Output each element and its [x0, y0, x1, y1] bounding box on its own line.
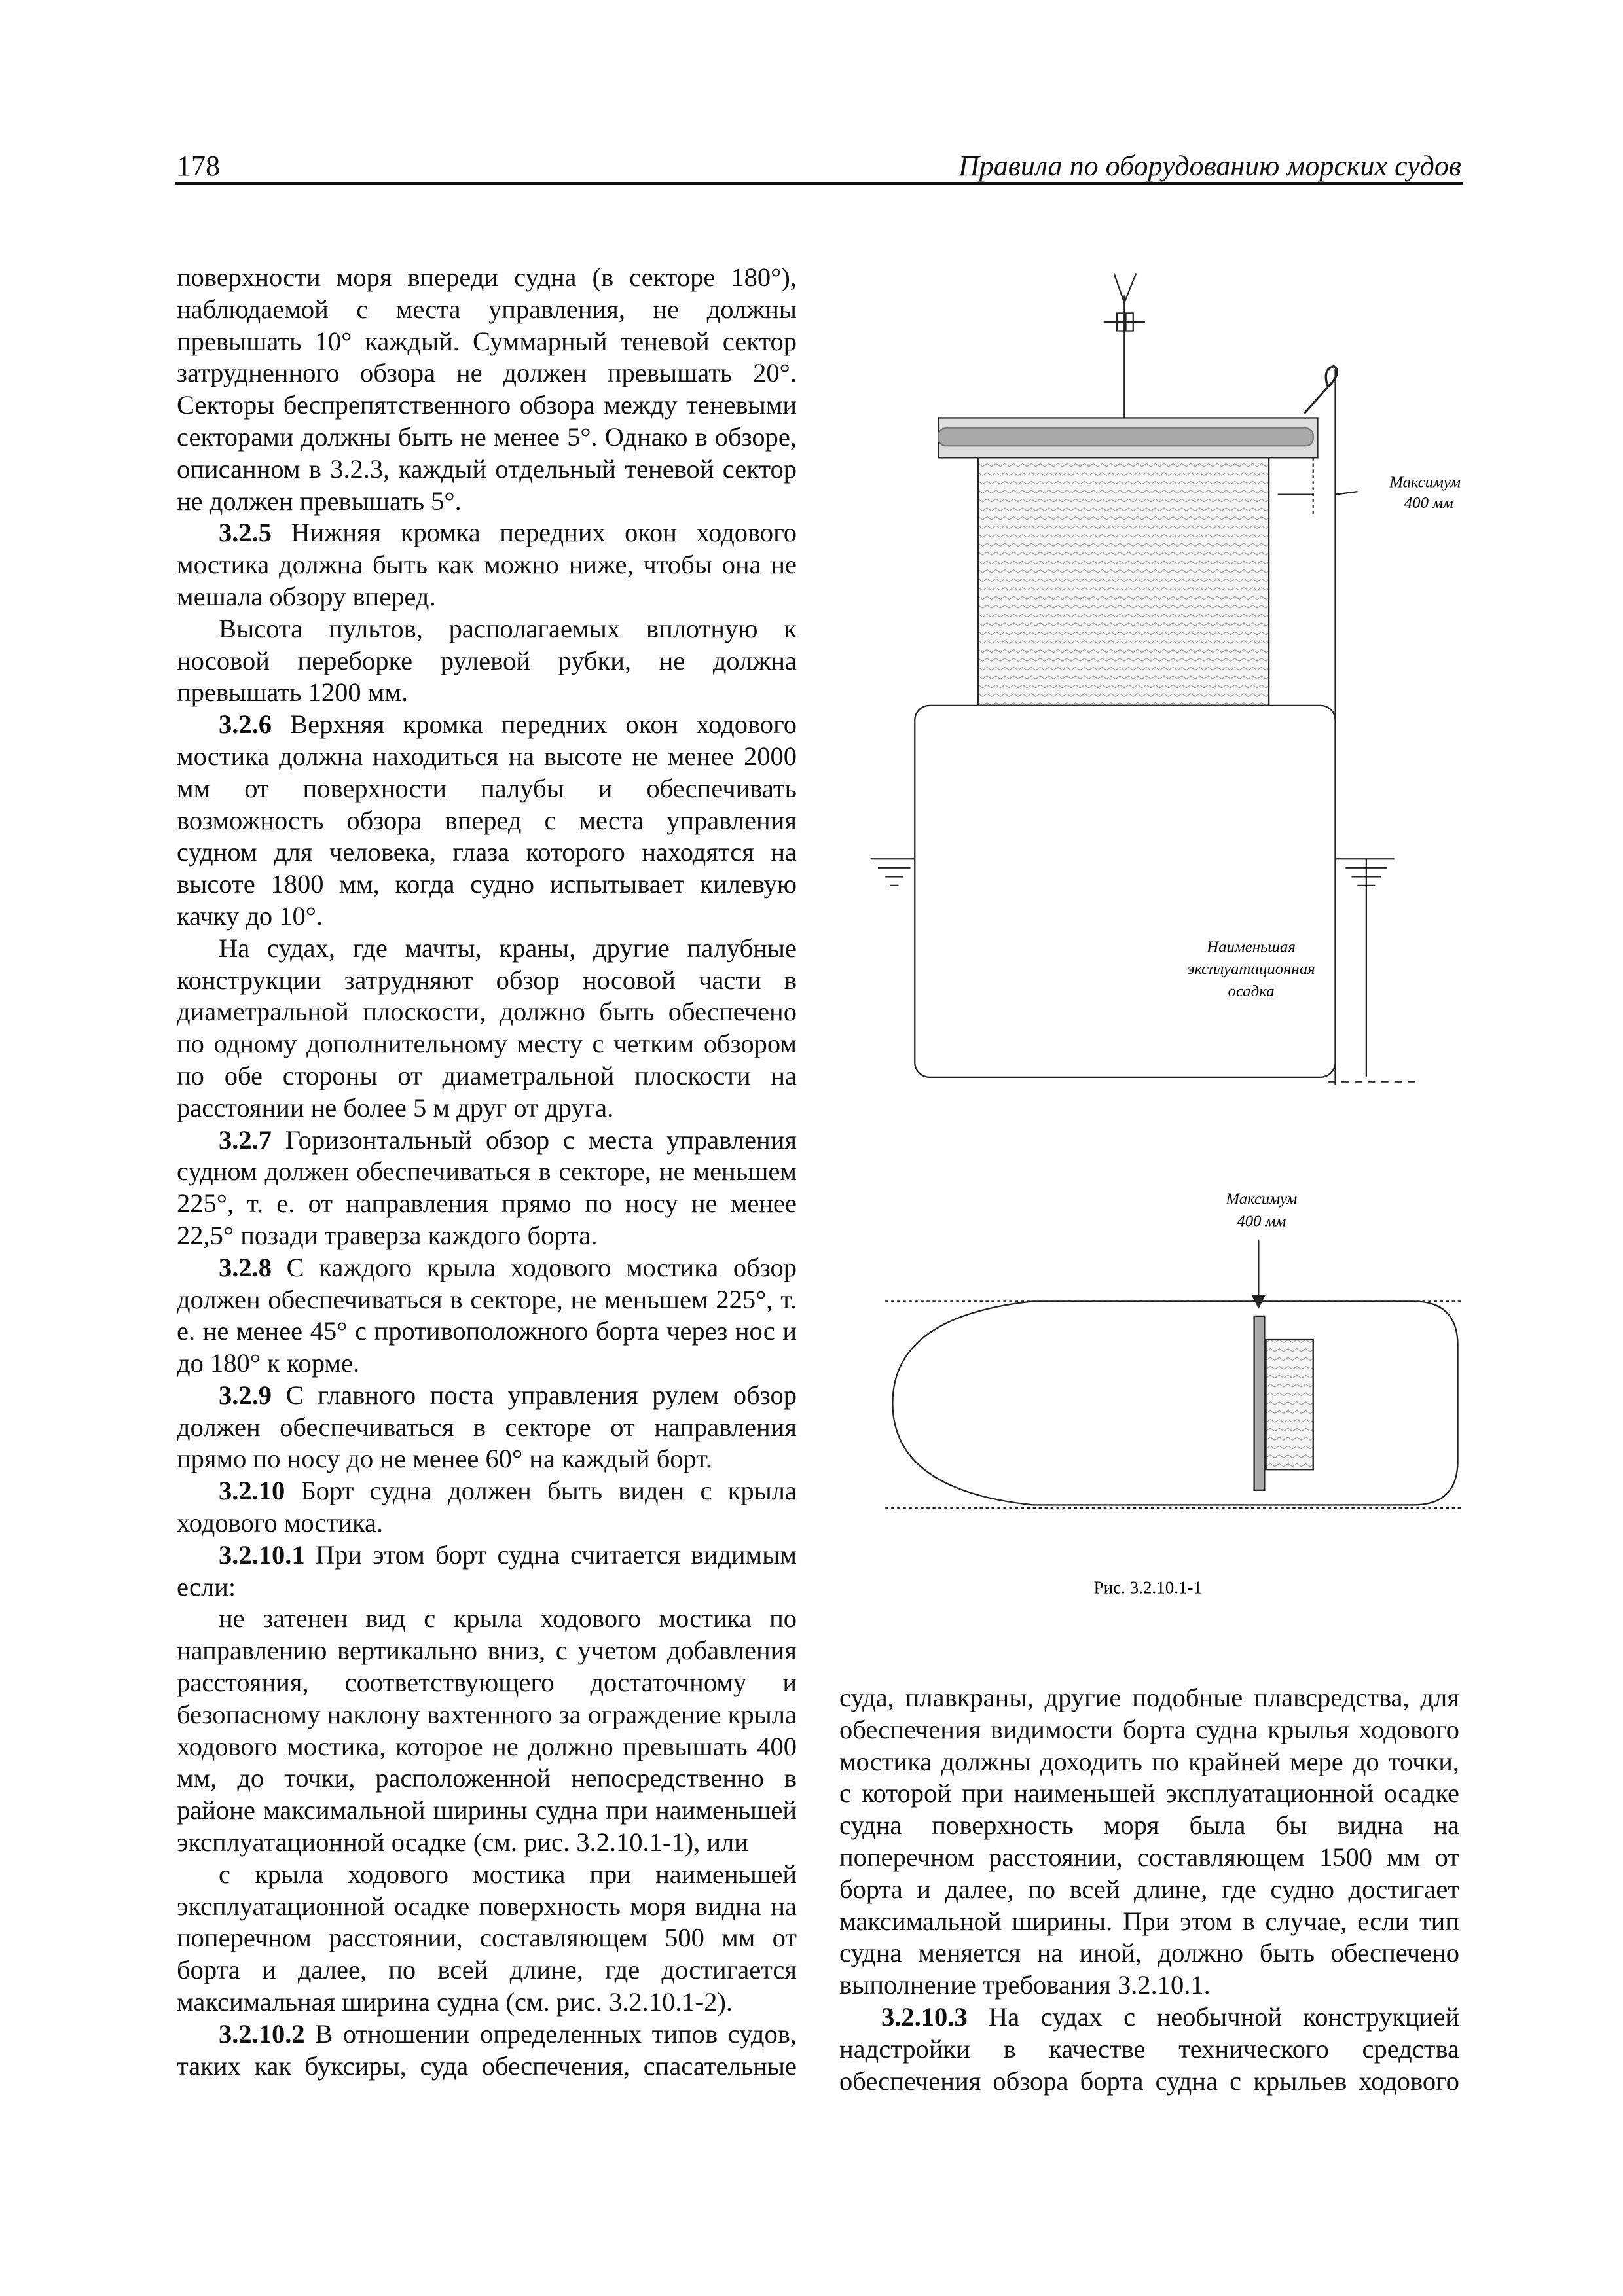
- section-number: 3.2.6: [219, 709, 272, 740]
- wheelhouse-plan: [1266, 1340, 1313, 1469]
- paragraph-text: С главного поста управления рулем обзор должен обеспечиваться в секторе от направления прямо по носу до не менее 60° на каждый борт.: [177, 1380, 797, 1474]
- paragraph-text: При этом борт судна считается видимым если:: [177, 1539, 797, 1602]
- max-label-line1: Максимум: [1389, 473, 1461, 492]
- running-title: Правила по оборудованию морских судов: [958, 150, 1461, 182]
- paragraph-text: В отношении определенных типов судов, таких как буксиры, суда обеспечения, спасательные: [177, 2018, 797, 2081]
- section-number: 3.2.10.3: [881, 2001, 968, 2032]
- paragraph-text: Верхняя кромка передних окон ходового мостика должна находиться на высоте не менее 2000 мм от поверхности палубы и обеспечивать возможность обзора вперед с места управления судном для человека, глаза которого находятся на высоте 1800 мм, когда судно испытывает килевую качку до 10°.: [177, 709, 797, 931]
- paragraph-text: Горизонтальный обзор с места управления судном должен обеспечиваться в секторе, не меньшем 225°, т. е. от направления прямо по носу не менее 22,5° позади траверза каждого борта.: [177, 1124, 797, 1250]
- paragraph-text: с крыла ходового мостика при наименьшей эксплуатационной осадке поверхность моря видна на поперечном расстоянии, составляющем 500 мм от борта и далее, по всей длине, где достигается максимальная ширина судна (см. рис. 3.2.10.1-2).: [177, 1859, 797, 2017]
- waterline-right-icon: [1336, 859, 1395, 1077]
- max-label-line2: 400 мм: [1404, 493, 1453, 512]
- section-number: 3.2.10.1: [219, 1539, 305, 1570]
- draft-label-line3: осадка: [1228, 982, 1275, 1000]
- section-number: 3.2.9: [219, 1380, 272, 1410]
- paragraph-text: суда, плавкраны, другие подобные плавсредства, для обеспечения видимости борта судна крылья ходового мостика должны доходить по крайней мере до точки, с которой при наименьшей эксплуатационной осадке судна поверхность моря была бы видна на поперечном расстоянии, составляющем 1500 мм от борта и далее, по всей длине, где судно достигает максимальной ширины. При этом в случае, если тип судна меняется на иной, должно быть обеспечено выполнение требования 3.2.10.1.: [839, 1683, 1459, 2000]
- draft-label-line2: эксплуатационная: [1187, 960, 1315, 978]
- paragraph-text: Нижняя кромка передних окон ходового мостика должна быть как можно ниже, чтобы она не мешала обзору вперед.: [177, 518, 797, 611]
- section-number: 3.2.7: [219, 1124, 272, 1155]
- top-max-label-line1: Максимум: [1226, 1190, 1298, 1208]
- wheelhouse: [978, 457, 1269, 706]
- hull: [915, 706, 1335, 1077]
- bridge-wing: [1254, 1316, 1265, 1490]
- antenna-icon: [1104, 274, 1145, 418]
- paragraph-text: С каждого крыла ходового мостика обзор должен обеспечиваться в секторе, не меньшем 225°, т. е. не менее 45° с противоположного борта через нос и до 180° к корме.: [177, 1252, 797, 1378]
- paragraph-text: На судах с необычной конструкцией надстройки в качестве технического средства обеспечения обзора борта судна с крыльев ходового: [839, 2001, 1459, 2096]
- top-max-label-line2: 400 мм: [1237, 1212, 1286, 1230]
- paragraph-text: На судах, где мачты, краны, другие палубные конструкции затрудняют обзор носовой части в диаметральной плоскости, должно быть обеспечено по одному дополнительному месту с четким обзором по обе стороны от диаметральной плоскости на расстоянии не более 5 м друг от друга.: [177, 933, 797, 1122]
- paragraph-text: поверхности моря впереди судна (в секторе 180°), наблюдаемой с места управления, не должны превышать 10° каждый. Суммарный теневой сектор затрудненного обзора не должен превышать 20°. Секторы беспрепятственного обзора между теневыми секторами должны быть не менее 5°. Однако в обзоре, описанном в 3.2.3, каждый отдельный теневой сектор не должен превышать 5°.: [177, 262, 797, 516]
- top-view-diagram: [885, 1240, 1461, 1508]
- section-number: 3.2.8: [219, 1252, 272, 1282]
- paragraph-text: Борт судна должен быть виден с крыла ходового мостика.: [177, 1476, 797, 1538]
- observer-icon: [1304, 367, 1337, 414]
- section-number: 3.2.10: [219, 1476, 285, 1506]
- paragraph-text: Высота пультов, располагаемых вплотную к носовой переборке рулевой рубки, не должна превышать 1200 мм.: [177, 613, 797, 708]
- waterline-left-icon: [871, 859, 915, 886]
- paragraph-text: не затенен вид с крыла ходового мостика по направлению вертикально вниз, с учетом добавления расстояния, соответствующего достаточному и безопасному наклону вахтенного за ограждение крыла ходового мостика, которое не должно превышать 400 мм, до точки, расположенной непосредственно в районе максимальной ширины судна при наименьшей эксплуатационной осадке (см. рис. 3.2.10.1-1), или: [177, 1604, 797, 1857]
- section-number: 3.2.10.2: [219, 2018, 305, 2049]
- figure-caption: Рис. 3.2.10.1-1: [1093, 1577, 1203, 1598]
- section-number: 3.2.5: [219, 518, 272, 548]
- page-number: 178: [177, 150, 220, 182]
- front-view-diagram: [871, 274, 1417, 1085]
- draft-label-line1: Наименьшая: [1207, 938, 1296, 956]
- hull-outline: [892, 1301, 1457, 1505]
